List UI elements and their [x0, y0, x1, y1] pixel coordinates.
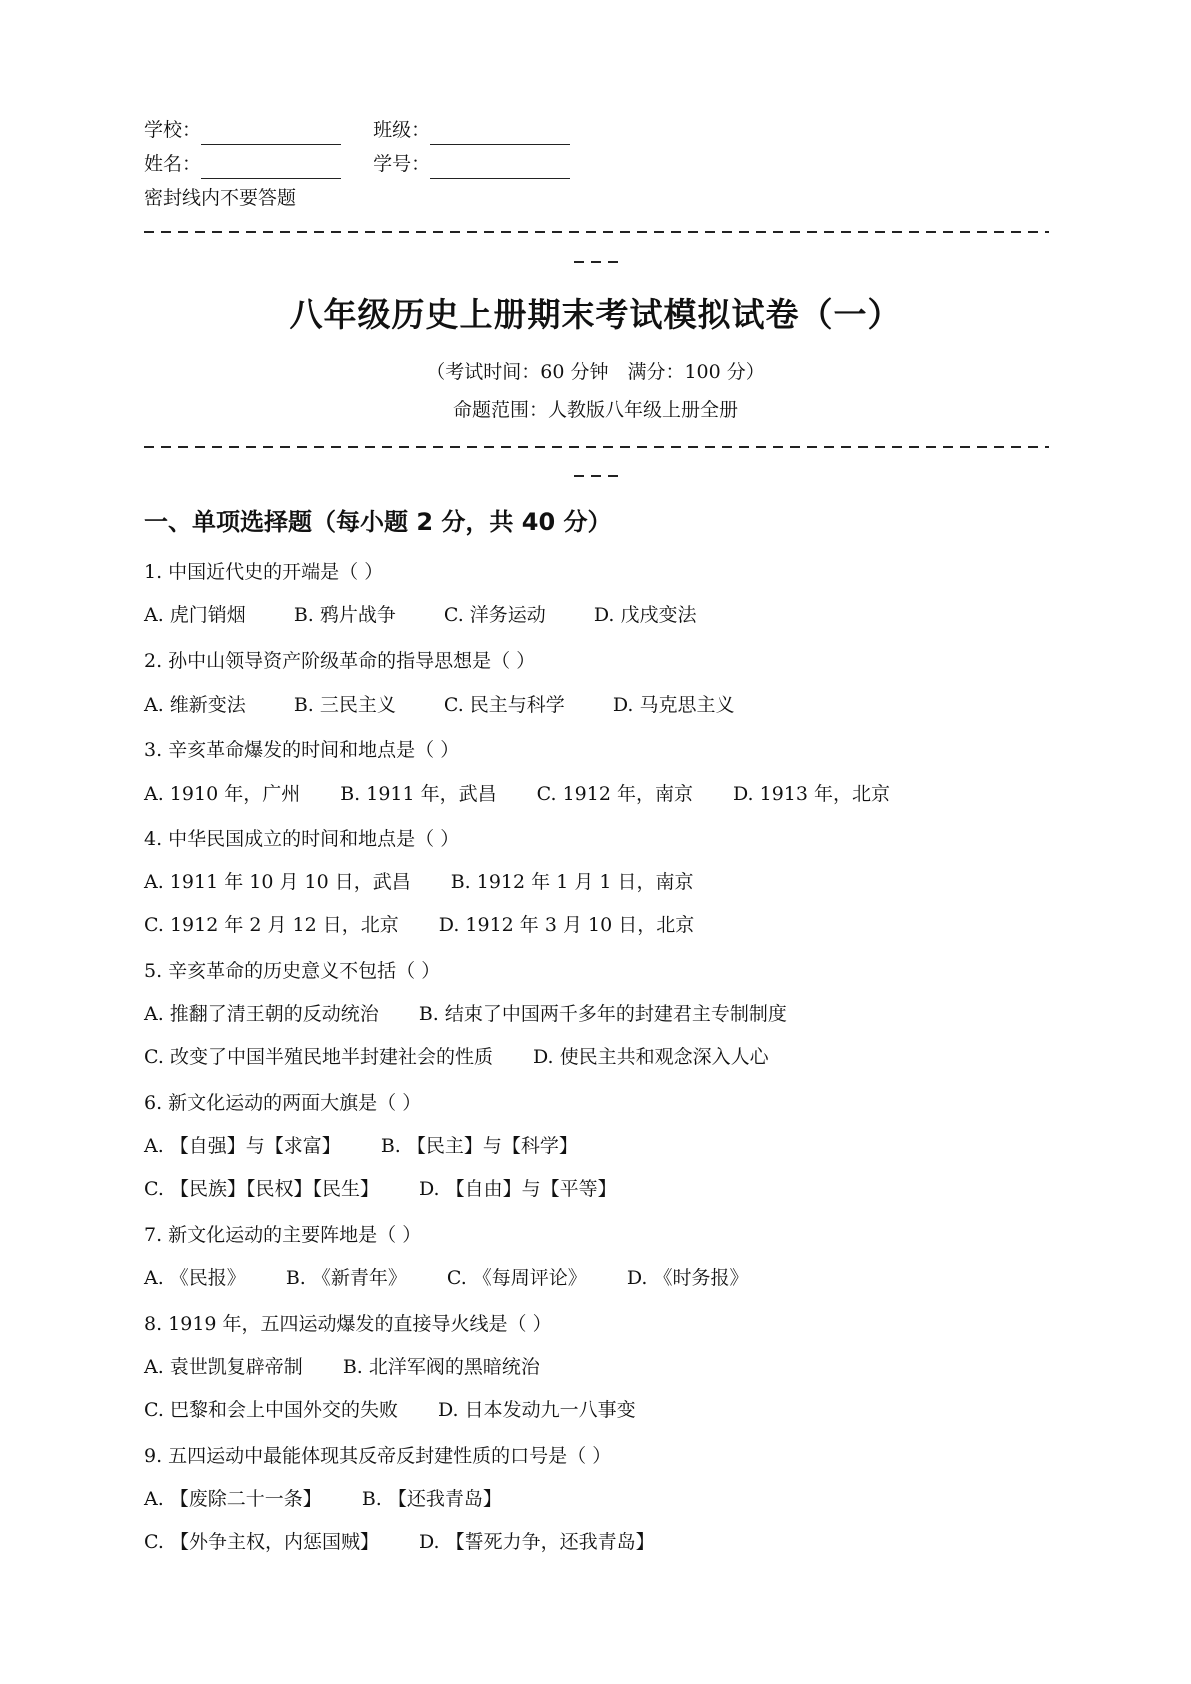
question-stem: 2. 孙中山领导资产阶级革命的指导思想是（ ） [144, 650, 536, 672]
option-a[interactable]: A. 《民报》 [144, 1267, 246, 1289]
title-dashed-line [144, 443, 1049, 451]
question-options-row1 [144, 1131, 578, 1161]
seal-note: 密封线内不要答题 [144, 187, 297, 209]
school-blank[interactable] [201, 126, 341, 145]
option-a[interactable]: A. 虎门销烟 [144, 604, 246, 626]
question-stem: 1. 中国近代史的开端是（ ） [144, 561, 384, 583]
option-d[interactable]: D. 1912 年 3 月 10 日，北京 [438, 914, 695, 936]
question-stem: 3. 辛亥革命爆发的时间和地点是（ ） [144, 739, 460, 761]
option-d[interactable]: D. 【自由】与【平等】 [418, 1178, 617, 1200]
seal-dashed-line-tail [574, 258, 619, 266]
option-c[interactable]: C. 【民族】【民权】【民生】 [144, 1178, 379, 1200]
option-c[interactable]: C. 【外争主权，内惩国贼】 [144, 1531, 379, 1553]
option-d[interactable]: D. 马克思主义 [612, 694, 735, 716]
option-a[interactable]: A. 维新变法 [144, 694, 246, 716]
option-b[interactable]: B. 1911 年，武昌 [340, 783, 497, 805]
student-id-blank[interactable] [430, 160, 570, 179]
option-b[interactable]: B. 【还我青岛】 [361, 1488, 502, 1510]
option-a[interactable]: A. 袁世凯复辟帝制 [144, 1356, 303, 1378]
option-b[interactable]: B. 鸦片战争 [293, 604, 396, 626]
option-c[interactable]: C. 民主与科学 [443, 694, 565, 716]
question-options-row2 [144, 1042, 769, 1072]
option-a[interactable]: A. 【废除二十一条】 [144, 1488, 322, 1510]
name-blank[interactable] [201, 160, 341, 179]
question-options-row1 [144, 1484, 502, 1514]
info-row-school-class [144, 115, 596, 145]
option-b[interactable]: B. 结束了中国两千多年的封建君主专制制度 [418, 1003, 787, 1025]
option-c[interactable]: C. 巴黎和会上中国外交的失败 [144, 1399, 398, 1421]
question-stem: 5. 辛亥革命的历史意义不包括（ ） [144, 960, 441, 982]
question-options [144, 779, 890, 809]
option-b[interactable]: B. 《新青年》 [285, 1267, 407, 1289]
question-options-row1 [144, 1352, 540, 1382]
question-options [144, 1263, 748, 1293]
question-options-row2 [144, 910, 694, 940]
option-d[interactable]: D. 《时务报》 [626, 1267, 749, 1289]
option-c[interactable]: C. 1912 年 2 月 12 日，北京 [144, 914, 399, 936]
question-options [144, 600, 696, 630]
option-a[interactable]: A. 推翻了清王朝的反动统治 [144, 1003, 379, 1025]
student-id-label: 学号： [373, 153, 431, 175]
option-b[interactable]: B. 三民主义 [293, 694, 396, 716]
student-id-field [373, 149, 570, 179]
option-b[interactable]: B. 【民主】与【科学】 [380, 1135, 578, 1157]
question-options-row2 [144, 1174, 617, 1204]
question-stem: 4. 中华民国成立的时间和地点是（ ） [144, 828, 460, 850]
question-options-row1 [144, 999, 787, 1029]
option-b[interactable]: B. 北洋军阀的黑暗统治 [342, 1356, 540, 1378]
name-label: 姓名： [144, 153, 202, 175]
question-stem: 7. 新文化运动的主要阵地是（ ） [144, 1224, 422, 1246]
name-field [144, 149, 341, 179]
exam-time-info: （考试时间：60 分钟 满分：100 分） [426, 361, 765, 383]
class-label: 班级： [373, 119, 431, 141]
school-field [144, 115, 341, 145]
question-options [144, 690, 734, 720]
question-stem: 9. 五四运动中最能体现其反帝反封建性质的口号是（ ） [144, 1445, 612, 1467]
option-d[interactable]: D. 【誓死力争，还我青岛】 [418, 1531, 655, 1553]
option-a[interactable]: A. 1910 年，广州 [144, 783, 301, 805]
option-d[interactable]: D. 日本发动九一八事变 [437, 1399, 636, 1421]
seal-dashed-line [144, 228, 1049, 236]
class-field [373, 115, 570, 145]
option-d[interactable]: D. 戊戌变法 [593, 604, 697, 626]
option-a[interactable]: A. 1911 年 10 月 10 日，武昌 [144, 871, 411, 893]
option-c[interactable]: C. 《每周评论》 [446, 1267, 587, 1289]
option-c[interactable]: C. 改变了中国半殖民地半封建社会的性质 [144, 1046, 493, 1068]
class-blank[interactable] [430, 126, 570, 145]
title-dashed-line-tail [574, 472, 619, 480]
exam-scope: 命题范围：人教版八年级上册全册 [452, 399, 738, 421]
option-c[interactable]: C. 洋务运动 [443, 604, 546, 626]
question-options-row2 [144, 1395, 636, 1425]
option-d[interactable]: D. 使民主共和观念深入人心 [532, 1046, 769, 1068]
question-stem: 6. 新文化运动的两面大旗是（ ） [144, 1092, 422, 1114]
section-title: 一、单项选择题（每小题 2 分，共 40 分） [144, 508, 612, 536]
option-c[interactable]: C. 1912 年，南京 [536, 783, 693, 805]
school-label: 学校： [144, 119, 202, 141]
exam-title: 八年级历史上册期末考试模拟试卷（一） [289, 295, 902, 334]
option-a[interactable]: A. 【自强】与【求富】 [144, 1135, 341, 1157]
question-options-row1 [144, 867, 694, 897]
question-stem: 8. 1919 年，五四运动爆发的直接导火线是（ ） [144, 1313, 552, 1335]
info-row-name-id [144, 149, 596, 179]
option-d[interactable]: D. 1913 年，北京 [732, 783, 891, 805]
question-options-row2 [144, 1527, 655, 1557]
option-b[interactable]: B. 1912 年 1 月 1 日，南京 [450, 871, 694, 893]
